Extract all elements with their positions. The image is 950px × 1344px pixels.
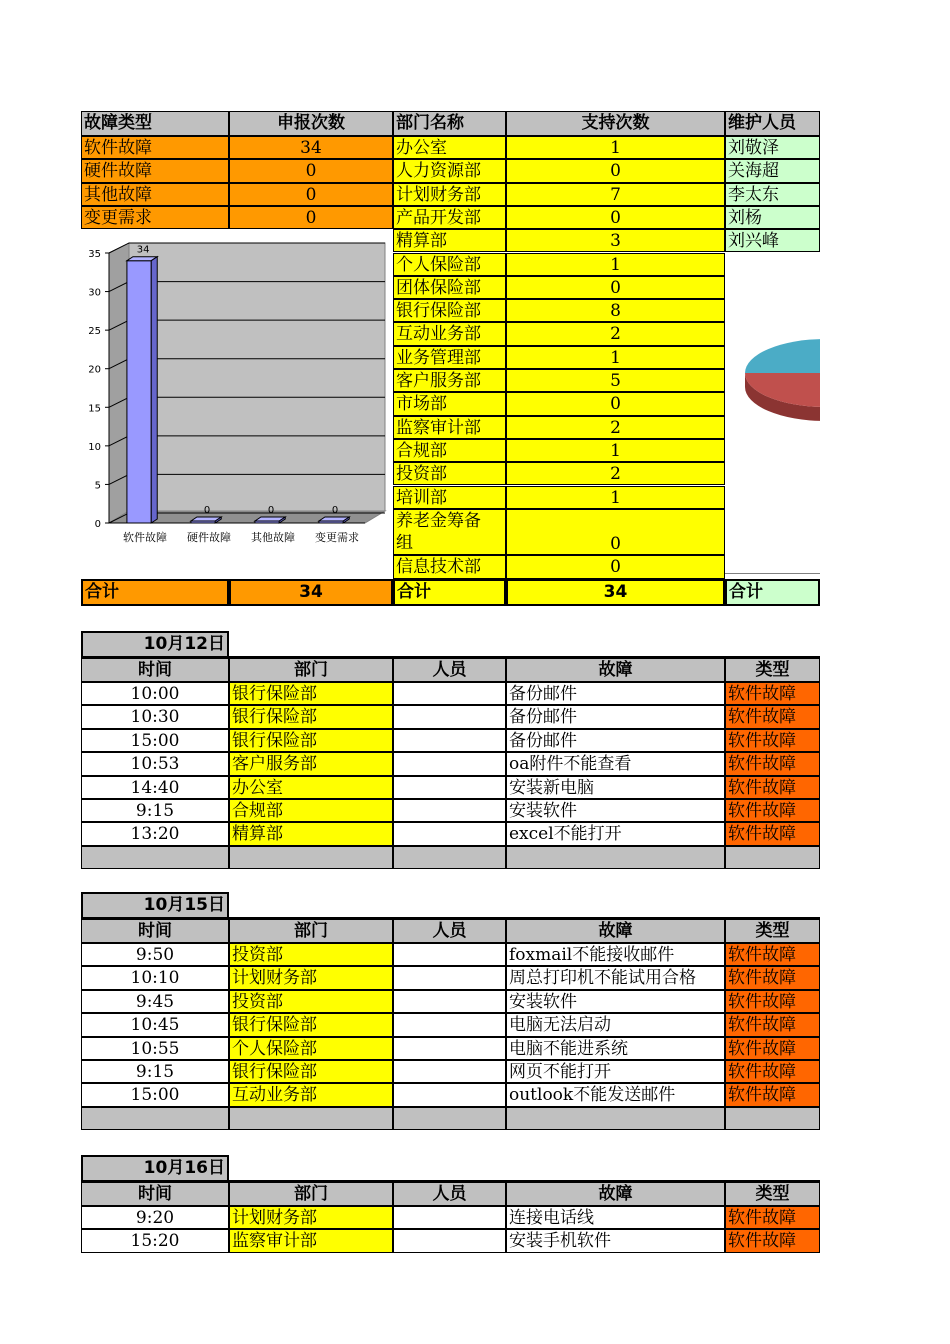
issue-cell[interactable]: 连接电话线 <box>506 1206 725 1229</box>
staff-header: 维护人员 <box>725 111 820 136</box>
dept-name-cell[interactable]: 人力资源部 <box>393 159 506 182</box>
dept-name-cell[interactable]: 个人保险部 <box>393 253 506 276</box>
chart-y-tick-label: 0 <box>94 519 101 531</box>
staff-header: 人员 <box>393 658 506 682</box>
dept-name-header: 部门名称 <box>393 111 506 136</box>
staff-cell[interactable]: 刘敬泽 <box>725 136 820 159</box>
time-header: 时间 <box>81 1182 229 1206</box>
type-cell[interactable]: 软件故障 <box>725 1060 820 1083</box>
chart-y-tick-label: 30 <box>88 287 101 299</box>
fault-count-cell[interactable]: 0 <box>229 206 393 229</box>
blank-total-cell[interactable] <box>81 846 229 869</box>
fault-type-cell[interactable]: 硬件故障 <box>81 159 229 182</box>
staff-cell[interactable]: 刘兴峰 <box>725 229 820 252</box>
dept-cell[interactable]: 精算部 <box>229 822 393 845</box>
staff-cell[interactable] <box>393 1229 506 1252</box>
staff-cell[interactable] <box>393 776 506 799</box>
chart-data-label: 0 <box>331 505 339 517</box>
staff-cell[interactable] <box>393 966 506 989</box>
chart-y-tick-label: 15 <box>88 403 101 415</box>
staff-header: 人员 <box>393 1182 506 1206</box>
dept-cell[interactable]: 计划财务部 <box>229 1206 393 1229</box>
dept-name-cell[interactable]: 互动业务部 <box>393 322 506 345</box>
issue-header: 故障 <box>506 1182 725 1206</box>
dept-cell[interactable]: 银行保险部 <box>229 682 393 705</box>
chart-y-tick-label: 5 <box>94 480 101 492</box>
dept-cell[interactable]: 个人保险部 <box>229 1037 393 1060</box>
time-cell[interactable]: 9:20 <box>81 1206 229 1229</box>
dept-total-value: 34 <box>506 579 725 606</box>
dept-name-cell[interactable]: 市场部 <box>393 392 506 415</box>
chart-bar-side <box>151 257 157 523</box>
chart-x-tick-label: 其他故障 <box>251 531 295 545</box>
issue-cell[interactable]: 电脑无法启动 <box>506 1013 725 1036</box>
support-count-cell[interactable]: 0 <box>506 159 725 182</box>
staff-cell[interactable]: 关海超 <box>725 159 820 182</box>
dept-name-line: 组 <box>396 532 413 553</box>
staff-header: 人员 <box>393 919 506 943</box>
fault-count-cell[interactable]: 34 <box>229 136 393 159</box>
type-header: 类型 <box>725 1182 820 1206</box>
dept-name-cell[interactable]: 监察审计部 <box>393 416 506 439</box>
staff-cell[interactable] <box>393 682 506 705</box>
dept-cell[interactable]: 银行保险部 <box>229 729 393 752</box>
type-cell[interactable]: 软件故障 <box>725 990 820 1013</box>
issue-cell[interactable]: excel不能打开 <box>506 822 725 845</box>
support-count-cell[interactable]: 0 <box>506 206 725 229</box>
pie-slice <box>745 339 820 373</box>
support-count-cell[interactable]: 0 <box>506 392 725 415</box>
support-count-cell[interactable]: 1 <box>506 136 725 159</box>
time-cell[interactable]: 10:45 <box>81 1013 229 1036</box>
dept-cell[interactable]: 监察审计部 <box>229 1229 393 1252</box>
blank-total-cell[interactable] <box>506 846 725 869</box>
staff-cell[interactable] <box>393 1060 506 1083</box>
time-cell[interactable]: 10:30 <box>81 705 229 728</box>
dept-name-cell[interactable]: 银行保险部 <box>393 299 506 322</box>
time-cell[interactable]: 15:00 <box>81 729 229 752</box>
support-count-cell[interactable]: 8 <box>506 299 725 322</box>
type-cell[interactable]: 软件故障 <box>725 822 820 845</box>
blank-total-cell[interactable] <box>393 1107 506 1130</box>
dept-name-line: 养老金筹备 <box>396 510 481 531</box>
chart-data-label: 0 <box>267 505 275 517</box>
type-cell[interactable]: 软件故障 <box>725 1037 820 1060</box>
time-header: 时间 <box>81 919 229 943</box>
staff-cell[interactable] <box>393 943 506 966</box>
issue-cell[interactable]: 电脑不能进系统 <box>506 1037 725 1060</box>
staff-cell[interactable] <box>393 729 506 752</box>
chart-x-tick-label: 硬件故障 <box>187 531 231 545</box>
chart-x-tick-label: 软件故障 <box>123 531 167 545</box>
support-count-cell[interactable]: 0 <box>506 555 725 578</box>
support-count-cell[interactable]: 0 <box>506 276 725 299</box>
blank-total-cell[interactable] <box>506 1107 725 1130</box>
dept-name-cell[interactable]: 计划财务部 <box>393 183 506 206</box>
fault-bar-chart <box>81 229 393 579</box>
dept-cell[interactable]: 银行保险部 <box>229 705 393 728</box>
staff-cell[interactable]: 刘杨 <box>725 206 820 229</box>
support-count-header: 支持次数 <box>506 111 725 136</box>
dept-cell[interactable]: 合规部 <box>229 799 393 822</box>
issue-cell[interactable]: 备份邮件 <box>506 682 725 705</box>
issue-cell[interactable]: 安装软件 <box>506 799 725 822</box>
time-cell[interactable]: 9:15 <box>81 799 229 822</box>
support-count-cell[interactable]: 0 <box>506 509 725 556</box>
staff-cell[interactable] <box>393 1037 506 1060</box>
support-count-cell[interactable]: 1 <box>506 439 725 462</box>
issue-cell[interactable]: 备份邮件 <box>506 705 725 728</box>
chart-y-tick-label: 20 <box>88 364 101 376</box>
staff-cell[interactable] <box>393 705 506 728</box>
issue-header: 故障 <box>506 658 725 682</box>
staff-cell[interactable] <box>393 990 506 1013</box>
support-count-cell[interactable]: 1 <box>506 253 725 276</box>
type-header: 类型 <box>725 658 820 682</box>
blank-total-cell[interactable] <box>725 846 820 869</box>
chart-x-tick-label: 变更需求 <box>315 531 359 545</box>
date-label: 10月16日 <box>81 1155 229 1182</box>
report-count-header: 申报次数 <box>229 111 393 136</box>
dept-name-cell[interactable] <box>393 509 506 556</box>
type-cell[interactable]: 软件故障 <box>725 705 820 728</box>
chart-bar <box>127 261 151 523</box>
time-cell[interactable]: 9:45 <box>81 990 229 1013</box>
chart-y-tick-label: 10 <box>88 442 101 454</box>
dept-cell[interactable]: 银行保险部 <box>229 1013 393 1036</box>
issue-cell[interactable]: 周总打印机不能试用合格 <box>506 966 725 989</box>
issue-cell[interactable]: 备份邮件 <box>506 729 725 752</box>
dept-cell[interactable]: 银行保险部 <box>229 1060 393 1083</box>
dept-cell[interactable]: 互动业务部 <box>229 1083 393 1106</box>
time-cell[interactable]: 13:20 <box>81 822 229 845</box>
type-cell[interactable]: 软件故障 <box>725 682 820 705</box>
dept-header: 部门 <box>229 919 393 943</box>
staff-cell[interactable] <box>393 1083 506 1106</box>
type-cell[interactable]: 软件故障 <box>725 1206 820 1229</box>
chart-back-wall <box>129 243 385 511</box>
chart-side-wall <box>109 243 129 523</box>
staff-total-label: 合计 <box>725 579 820 606</box>
dept-name-cell[interactable]: 产品开发部 <box>393 206 506 229</box>
fault-type-cell[interactable]: 软件故障 <box>81 136 229 159</box>
blank-total-cell[interactable] <box>81 1107 229 1130</box>
fault-count-cell[interactable]: 0 <box>229 183 393 206</box>
fault-type-cell[interactable]: 其他故障 <box>81 183 229 206</box>
dept-header: 部门 <box>229 658 393 682</box>
dept-cell[interactable]: 投资部 <box>229 943 393 966</box>
support-count-cell[interactable]: 2 <box>506 462 725 485</box>
dept-name-cell[interactable]: 办公室 <box>393 136 506 159</box>
support-count-cell[interactable]: 2 <box>506 416 725 439</box>
issue-cell[interactable]: outlook不能发送邮件 <box>506 1083 725 1106</box>
blank-total-cell[interactable] <box>229 846 393 869</box>
dept-name-cell[interactable]: 培训部 <box>393 486 506 509</box>
support-count-cell[interactable]: 2 <box>506 322 725 345</box>
type-cell[interactable]: 软件故障 <box>725 943 820 966</box>
time-cell[interactable]: 10:00 <box>81 682 229 705</box>
dept-cell[interactable]: 计划财务部 <box>229 966 393 989</box>
chart-y-tick-label: 25 <box>88 326 101 338</box>
staff-cell[interactable] <box>393 1206 506 1229</box>
fault-total-value: 34 <box>229 579 393 606</box>
time-cell[interactable]: 9:15 <box>81 1060 229 1083</box>
staff-cell[interactable] <box>393 799 506 822</box>
fault-count-cell[interactable]: 0 <box>229 159 393 182</box>
dept-name-cell[interactable]: 业务管理部 <box>393 346 506 369</box>
dept-name-cell[interactable]: 客户服务部 <box>393 369 506 392</box>
staff-cell[interactable]: 李太东 <box>725 183 820 206</box>
dept-name-cell[interactable]: 团体保险部 <box>393 276 506 299</box>
issue-cell[interactable]: 安装软件 <box>506 990 725 1013</box>
type-cell[interactable]: 软件故障 <box>725 752 820 775</box>
time-cell[interactable]: 10:10 <box>81 966 229 989</box>
staff-cell[interactable] <box>393 1013 506 1036</box>
type-cell[interactable]: 软件故障 <box>725 1083 820 1106</box>
dept-header: 部门 <box>229 1182 393 1206</box>
time-cell[interactable]: 10:53 <box>81 752 229 775</box>
type-cell[interactable]: 软件故障 <box>725 776 820 799</box>
chart-data-label: 0 <box>203 505 211 517</box>
type-cell[interactable]: 软件故障 <box>725 1229 820 1252</box>
issue-cell[interactable]: 安装新电脑 <box>506 776 725 799</box>
support-count-cell[interactable]: 1 <box>506 486 725 509</box>
time-cell[interactable]: 9:50 <box>81 943 229 966</box>
support-count-cell[interactable]: 1 <box>506 346 725 369</box>
type-header: 类型 <box>725 919 820 943</box>
type-cell[interactable]: 软件故障 <box>725 1013 820 1036</box>
time-cell[interactable]: 10:55 <box>81 1037 229 1060</box>
blank-total-cell[interactable] <box>229 1107 393 1130</box>
fault-type-cell[interactable]: 变更需求 <box>81 206 229 229</box>
dept-cell[interactable]: 客户服务部 <box>229 752 393 775</box>
time-cell[interactable]: 15:00 <box>81 1083 229 1106</box>
time-cell[interactable]: 15:20 <box>81 1229 229 1252</box>
date-label: 10月12日 <box>81 631 229 658</box>
support-count-cell[interactable]: 5 <box>506 369 725 392</box>
dept-name-cell[interactable]: 精算部 <box>393 229 506 252</box>
issue-cell[interactable]: foxmail不能接收邮件 <box>506 943 725 966</box>
blank-total-cell[interactable] <box>393 846 506 869</box>
type-cell[interactable]: 软件故障 <box>725 729 820 752</box>
dept-name-cell[interactable]: 信息技术部 <box>393 555 506 578</box>
pie-frame-border <box>725 573 820 579</box>
dept-cell[interactable]: 投资部 <box>229 990 393 1013</box>
staff-cell[interactable] <box>393 752 506 775</box>
support-count-cell[interactable]: 3 <box>506 229 725 252</box>
type-cell[interactable]: 软件故障 <box>725 966 820 989</box>
issue-cell[interactable]: 网页不能打开 <box>506 1060 725 1083</box>
date-label: 10月15日 <box>81 892 229 919</box>
time-header: 时间 <box>81 658 229 682</box>
dept-name-cell[interactable]: 合规部 <box>393 439 506 462</box>
time-cell[interactable]: 14:40 <box>81 776 229 799</box>
staff-cell[interactable] <box>393 822 506 845</box>
fault-type-header: 故障类型 <box>81 111 229 136</box>
blank-total-cell[interactable] <box>725 1107 820 1130</box>
chart-y-tick-label: 35 <box>88 249 101 261</box>
issue-cell[interactable]: 安装手机软件 <box>506 1229 725 1252</box>
fault-total-label: 合计 <box>81 579 229 606</box>
type-cell[interactable]: 软件故障 <box>725 799 820 822</box>
dept-name-cell[interactable]: 投资部 <box>393 462 506 485</box>
issue-cell[interactable]: oa附件不能查看 <box>506 752 725 775</box>
issue-header: 故障 <box>506 919 725 943</box>
support-count-cell[interactable]: 7 <box>506 183 725 206</box>
dept-total-label: 合计 <box>393 579 506 606</box>
dept-cell[interactable]: 办公室 <box>229 776 393 799</box>
chart-data-label: 34 <box>136 244 150 256</box>
staff-pie-chart <box>725 253 820 579</box>
